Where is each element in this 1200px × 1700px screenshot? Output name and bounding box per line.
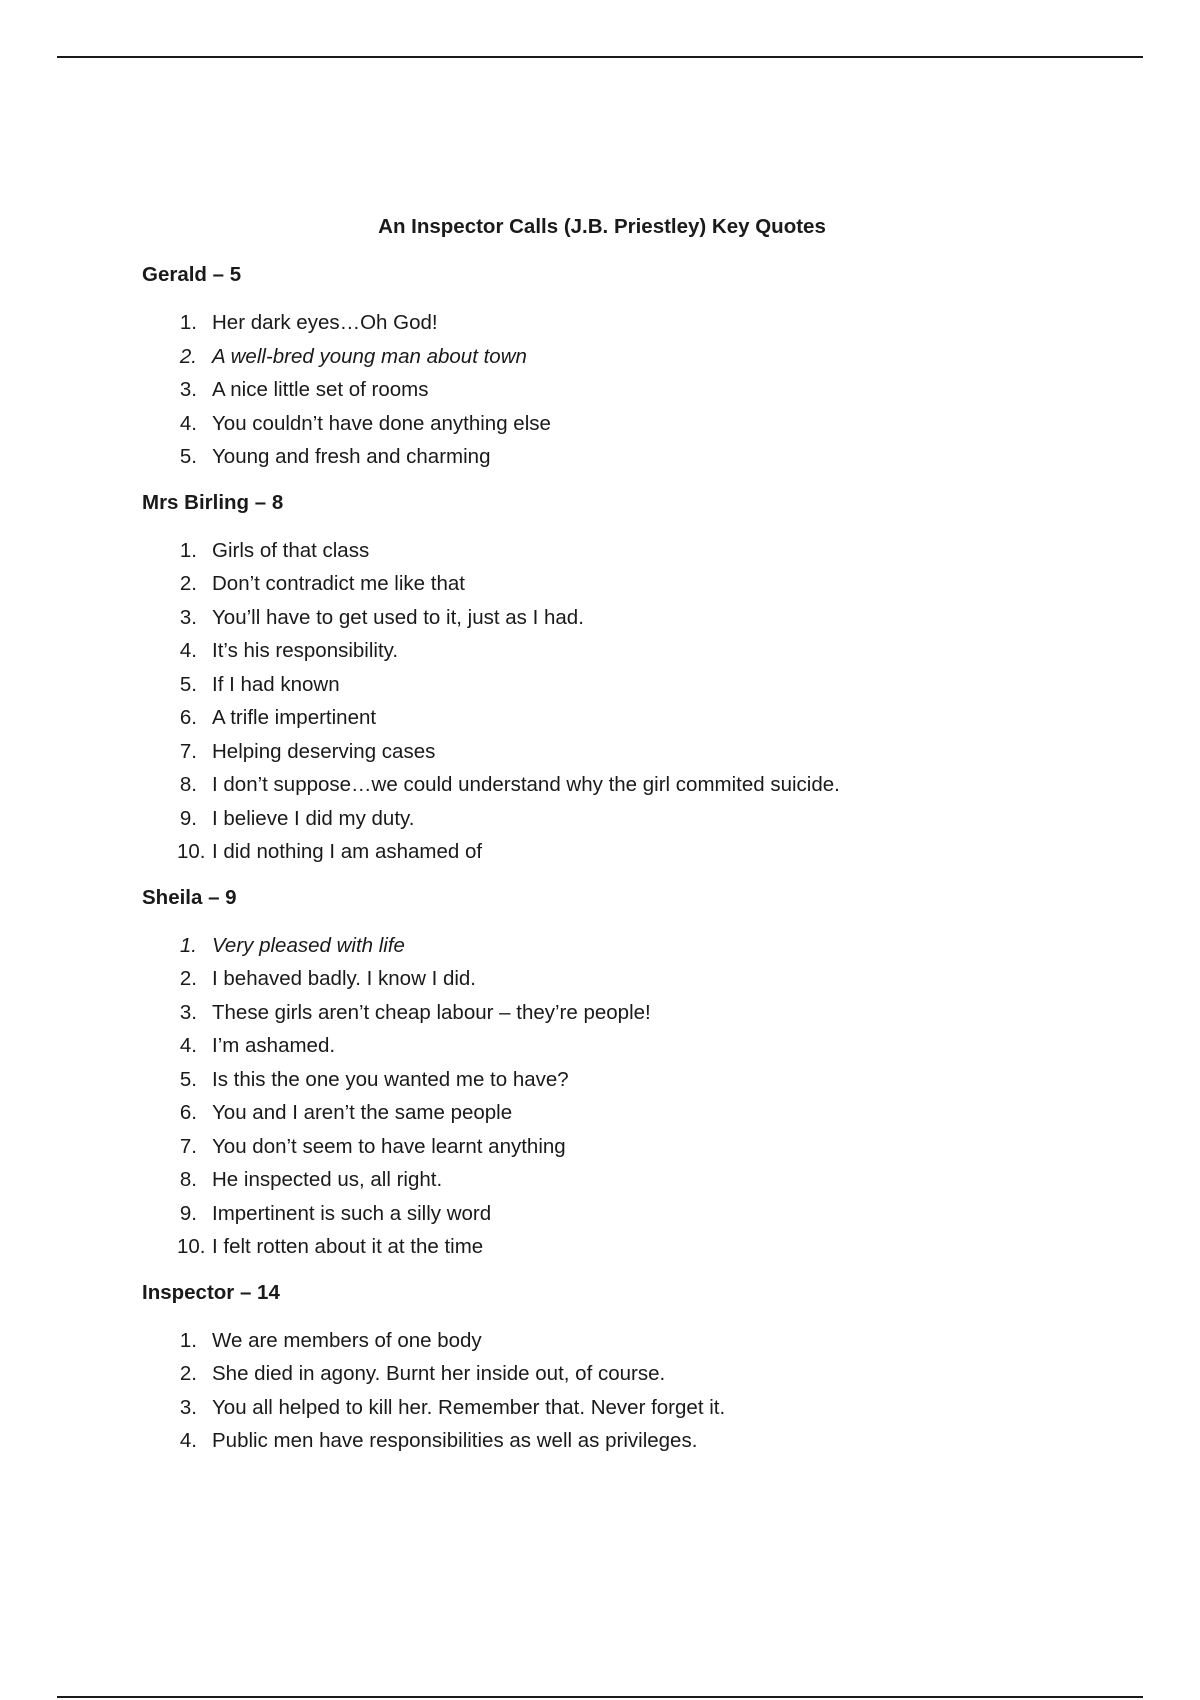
quote-text: Don’t contradict me like that — [212, 572, 465, 595]
quote-text: You couldn’t have done anything else — [212, 411, 551, 435]
quote-number: 8. — [179, 773, 197, 796]
quote-text: I believe I did my duty. — [212, 806, 415, 830]
quote-item — [142, 996, 1142, 1030]
quote-item — [142, 1029, 1142, 1063]
quote-text: He inspected us, all right. — [212, 1168, 443, 1191]
quote-item — [142, 373, 1142, 407]
quote-item — [142, 340, 1142, 374]
quote-item — [142, 407, 1142, 441]
quote-number: 9. — [179, 1201, 197, 1225]
quote-list — [142, 306, 1142, 474]
quote-number: 5. — [179, 1067, 197, 1091]
quote-item — [142, 768, 1142, 802]
quote-item — [142, 1096, 1142, 1130]
section-heading: Gerald – 5 — [142, 263, 242, 286]
quote-number: 4. — [179, 1429, 197, 1452]
quote-number: 3. — [179, 1000, 197, 1024]
quote-number: 2. — [179, 344, 197, 368]
quote-item — [142, 929, 1142, 963]
quote-text: If I had known — [212, 672, 340, 696]
quote-list — [142, 534, 1142, 869]
quote-list — [142, 929, 1142, 1264]
quote-item — [142, 634, 1142, 668]
quote-number: 1. — [179, 933, 197, 957]
quote-text: I don’t suppose…we could understand why the girl commited suicide. — [212, 773, 840, 796]
quote-item — [142, 534, 1142, 568]
section-heading: Sheila – 9 — [142, 885, 237, 909]
quote-text: You’ll have to get used to it, just as I had. — [212, 605, 584, 629]
quote-text: It’s his responsibility. — [212, 639, 399, 662]
quote-text: A well-bred young man about town — [212, 344, 527, 368]
quote-item — [142, 962, 1142, 996]
bottom-rule — [57, 1696, 1143, 1698]
quote-number: 3. — [179, 1395, 197, 1419]
quote-text: We are members of one body — [212, 1328, 482, 1352]
quote-number: 5. — [179, 672, 197, 696]
quote-number: 10. — [177, 1235, 206, 1258]
quote-text: Helping deserving cases — [212, 739, 436, 763]
quote-item — [142, 601, 1142, 635]
quote-text: Girls of that class — [212, 538, 370, 562]
quote-text: She died in agony. Burnt her inside out, of course. — [212, 1362, 666, 1385]
quote-text: You and I aren’t the same people — [212, 1101, 513, 1124]
quote-number: 7. — [179, 1134, 197, 1158]
quote-number: 6. — [179, 1101, 197, 1124]
quote-text: I behaved badly. I know I did. — [212, 967, 477, 990]
quote-number: 2. — [179, 1362, 197, 1385]
quote-item — [142, 1391, 1142, 1425]
quote-number: 6. — [179, 706, 197, 729]
quote-item — [142, 735, 1142, 769]
quote-text: Is this the one you wanted me to have? — [212, 1067, 569, 1091]
section-heading: Mrs Birling – 8 — [142, 490, 284, 514]
quote-number: 2. — [179, 572, 197, 595]
quote-number: 5. — [179, 445, 197, 468]
quote-item — [142, 1424, 1142, 1458]
quote-number: 8. — [179, 1168, 197, 1191]
quote-item — [142, 1163, 1142, 1197]
quote-number: 4. — [179, 411, 197, 435]
quote-item — [142, 1324, 1142, 1358]
quote-text: Public men have responsibilities as well as privileges. — [212, 1429, 698, 1452]
quote-text: You don’t seem to have learnt anything — [212, 1134, 566, 1158]
document-body — [142, 212, 1142, 1472]
quote-number: 4. — [179, 1034, 197, 1057]
quote-number: 1. — [179, 1328, 197, 1352]
quote-number: 1. — [179, 538, 197, 562]
quote-item — [142, 701, 1142, 735]
quote-item — [142, 1230, 1142, 1264]
quote-item — [142, 567, 1142, 601]
section-heading: Inspector – 14 — [142, 1280, 280, 1304]
quote-text: Impertinent is such a silly word — [212, 1201, 492, 1225]
quote-text: You all helped to kill her. Remember that. Never forget it. — [212, 1395, 726, 1419]
quote-text: Her dark eyes…Oh God! — [212, 311, 438, 334]
quote-number: 4. — [179, 639, 197, 662]
quote-text: These girls aren’t cheap labour – they’re people! — [212, 1000, 651, 1024]
quote-text: Very pleased with life — [212, 933, 405, 957]
top-rule — [57, 56, 1143, 58]
quote-number: 10. — [177, 840, 206, 863]
quote-number: 3. — [179, 605, 197, 629]
quote-text: Young and fresh and charming — [212, 445, 491, 468]
quote-number: 1. — [179, 311, 197, 334]
quote-text: I did nothing I am ashamed of — [212, 840, 483, 863]
quote-item — [142, 1063, 1142, 1097]
quote-number: 7. — [179, 739, 197, 763]
quote-text: A nice little set of rooms — [212, 378, 429, 401]
quote-text: I felt rotten about it at the time — [212, 1235, 484, 1258]
quote-item — [142, 668, 1142, 702]
quote-number: 2. — [179, 967, 197, 990]
sections-container — [142, 260, 1142, 1458]
quote-text: I’m ashamed. — [212, 1034, 336, 1057]
quote-item — [142, 802, 1142, 836]
quote-number: 9. — [179, 806, 197, 830]
quote-item — [142, 306, 1142, 340]
quote-text: A trifle impertinent — [212, 706, 377, 729]
quote-list — [142, 1324, 1142, 1458]
quote-item — [142, 1197, 1142, 1231]
quote-item — [142, 440, 1142, 474]
document-title: An Inspector Calls (J.B. Priestley) Key Quotes — [378, 215, 826, 238]
quote-item — [142, 835, 1142, 869]
quote-number: 3. — [179, 378, 197, 401]
quote-item — [142, 1357, 1142, 1391]
quote-item — [142, 1130, 1142, 1164]
